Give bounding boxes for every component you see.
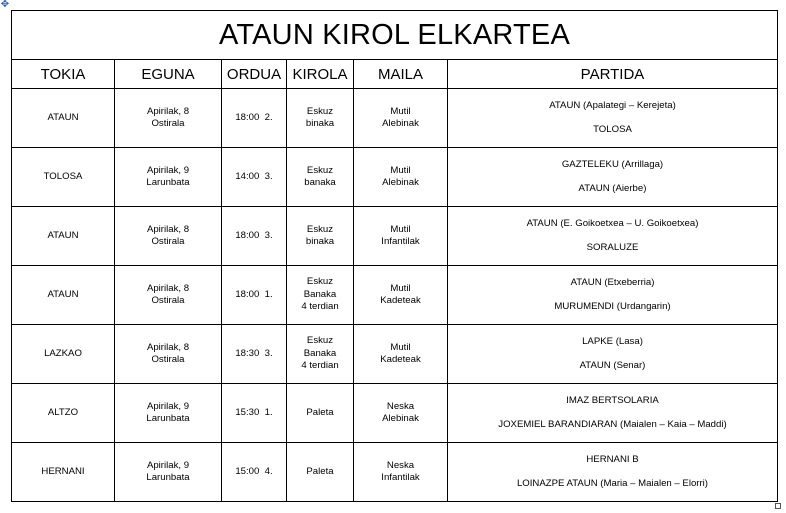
cell-kirola (287, 207, 354, 266)
kirola-line: binaka (305, 118, 335, 129)
cell-partida (448, 266, 778, 325)
partida-lines (448, 277, 777, 314)
partida-line: JOXEMIEL BARANDIARAN (Maialen – Kaia – Maddi) (498, 419, 727, 430)
cell-kirola (287, 148, 354, 207)
kirola-line: binaka (305, 236, 335, 247)
table-title: ATAUN KIROL ELKARTEA (12, 11, 778, 60)
cell-ordua: 18:00 1. (222, 266, 287, 325)
kirola-line: Banaka (303, 347, 337, 359)
kirola-line: Eskuz (306, 223, 334, 235)
maila-line: Infantilak (381, 236, 420, 247)
partida-lines (448, 336, 777, 373)
eguna-line: Larunbata (146, 413, 190, 424)
column-header-maila: MAILA (354, 60, 448, 89)
cell-partida (448, 89, 778, 148)
schedule-table (11, 10, 778, 502)
eguna-line: Apirilak, 9 (146, 400, 190, 412)
maila-line: Infantilak (381, 472, 420, 483)
column-header-ordua: ORDUA (222, 60, 287, 89)
maila-line: Kadeteak (380, 354, 421, 365)
cell-eguna (115, 325, 222, 384)
cell-ordua: 18:00 3. (222, 207, 287, 266)
partida-line: ATAUN (Aierbe) (578, 183, 647, 194)
table-row (12, 384, 778, 443)
cell-partida (448, 325, 778, 384)
table-row (12, 148, 778, 207)
kirola-line: Paleta (306, 465, 334, 477)
cell-maila (354, 266, 448, 325)
table-row (12, 207, 778, 266)
cell-eguna (115, 266, 222, 325)
cell-maila (354, 148, 448, 207)
table-resize-handle[interactable] (775, 503, 781, 509)
kirola-line: banaka (304, 177, 336, 188)
eguna-line: Apirilak, 9 (146, 164, 190, 176)
partida-line: ATAUN (E. Goikoetxea – U. Goikoetxea) (526, 217, 699, 229)
eguna-line: Ostirala (151, 118, 185, 129)
maila-line: Mutil (390, 164, 411, 176)
cell-partida (448, 384, 778, 443)
maila-line: Mutil (390, 341, 411, 353)
cell-tokia: ATAUN (12, 89, 115, 148)
kirola-line: Eskuz (306, 276, 334, 288)
eguna-line: Larunbata (146, 472, 190, 483)
cell-partida (448, 148, 778, 207)
maila-line: Neska (386, 459, 415, 471)
maila-line: Neska (386, 400, 415, 412)
eguna-line: Apirilak, 9 (146, 459, 190, 471)
table-row (12, 443, 778, 502)
maila-line: Kadeteak (380, 295, 421, 306)
table-move-handle-icon[interactable]: ✥ (0, 0, 10, 10)
column-header-tokia: TOKIA (12, 60, 115, 89)
cell-maila (354, 384, 448, 443)
partida-lines (448, 159, 777, 196)
partida-line: LAPKE (Lasa) (582, 335, 643, 347)
maila-line: Alebinak (382, 118, 419, 129)
table-row (12, 266, 778, 325)
partida-line: IMAZ BERTSOLARIA (566, 394, 659, 406)
cell-kirola (287, 325, 354, 384)
kirola-line: Banaka (303, 288, 337, 300)
column-header-partida: PARTIDA (448, 60, 778, 89)
kirola-line: Paleta (306, 406, 334, 418)
kirola-line: Eskuz (306, 164, 334, 176)
partida-line: HERNANI B (586, 453, 639, 465)
cell-ordua: 15:30 1. (222, 384, 287, 443)
cell-kirola (287, 266, 354, 325)
cell-maila (354, 443, 448, 502)
cell-ordua: 15:00 4. (222, 443, 287, 502)
cell-kirola (287, 443, 354, 502)
header-row (12, 60, 778, 89)
maila-line: Alebinak (382, 177, 419, 188)
cell-ordua: 14:00 3. (222, 148, 287, 207)
cell-eguna (115, 89, 222, 148)
partida-lines (448, 454, 777, 491)
cell-partida (448, 443, 778, 502)
partida-line: ATAUN (Senar) (579, 360, 646, 371)
partida-lines (448, 218, 777, 255)
cell-maila (354, 207, 448, 266)
table-row (12, 325, 778, 384)
partida-line: ATAUN (Etxeberria) (570, 276, 655, 288)
column-header-kirola: KIROLA (287, 60, 354, 89)
kirola-line: Eskuz (306, 335, 334, 347)
partida-lines (448, 395, 777, 432)
maila-line: Mutil (390, 105, 411, 117)
kirola-line: 4 terdian (301, 360, 339, 372)
maila-line: Mutil (390, 282, 411, 294)
cell-maila (354, 89, 448, 148)
partida-line: TOLOSA (593, 124, 632, 135)
eguna-line: Apirilak, 8 (146, 282, 190, 294)
cell-tokia: TOLOSA (12, 148, 115, 207)
partida-lines (448, 100, 777, 137)
cell-ordua: 18:00 2. (222, 89, 287, 148)
cell-ordua: 18:30 3. (222, 325, 287, 384)
kirola-line: Eskuz (306, 105, 334, 117)
partida-line: MURUMENDI (Urdangarin) (554, 301, 671, 312)
table-row (12, 89, 778, 148)
eguna-line: Apirilak, 8 (146, 223, 190, 235)
cell-eguna (115, 207, 222, 266)
cell-tokia: ATAUN (12, 266, 115, 325)
cell-tokia: ATAUN (12, 207, 115, 266)
cell-eguna (115, 443, 222, 502)
eguna-line: Ostirala (151, 354, 185, 365)
partida-line: ATAUN (Apalategi – Kerejeta) (549, 99, 676, 111)
cell-tokia: LAZKAO (12, 325, 115, 384)
partida-line: LOINAZPE ATAUN (Maria – Maialen – Elorri) (516, 478, 709, 489)
maila-line: Mutil (390, 223, 411, 235)
eguna-line: Ostirala (151, 236, 185, 247)
kirola-line: 4 terdian (301, 301, 339, 313)
partida-line: SORALUZE (586, 242, 639, 253)
eguna-line: Apirilak, 8 (146, 341, 190, 353)
eguna-line: Apirilak, 8 (146, 105, 190, 117)
cell-kirola (287, 384, 354, 443)
cell-kirola (287, 89, 354, 148)
cell-partida (448, 207, 778, 266)
cell-tokia: ALTZO (12, 384, 115, 443)
cell-eguna (115, 148, 222, 207)
column-header-eguna: EGUNA (115, 60, 222, 89)
cell-eguna (115, 384, 222, 443)
partida-line: GAZTELEKU (Arrillaga) (561, 158, 664, 170)
eguna-line: Larunbata (146, 177, 190, 188)
cell-maila (354, 325, 448, 384)
eguna-line: Ostirala (151, 295, 185, 306)
cell-tokia: HERNANI (12, 443, 115, 502)
schedule-rows (12, 89, 778, 502)
maila-line: Alebinak (382, 413, 419, 424)
